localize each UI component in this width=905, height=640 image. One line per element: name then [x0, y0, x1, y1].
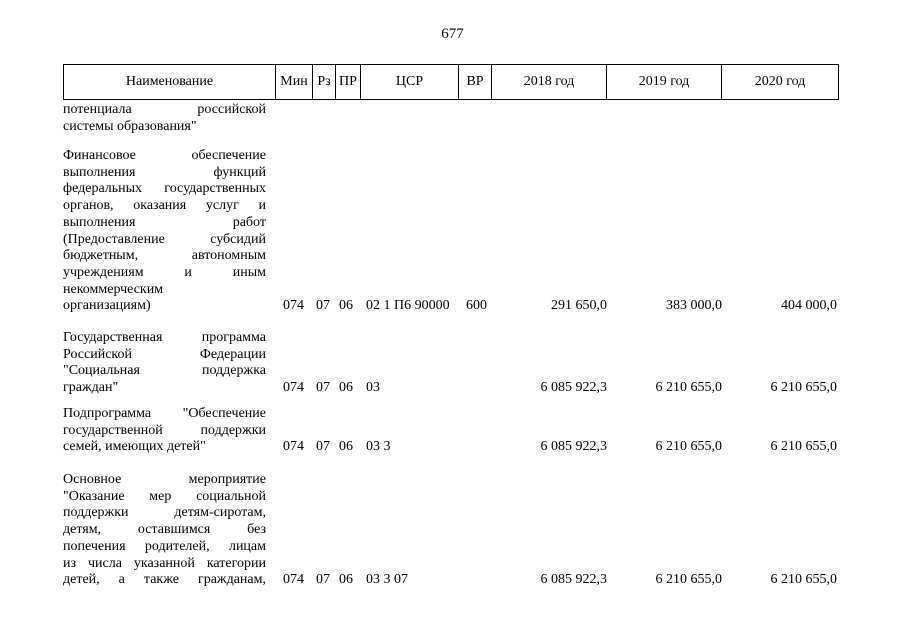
cell-pr: 06: [339, 380, 353, 396]
header-pr: ПР: [336, 65, 361, 99]
row-name-line: Финансовое обеспечение: [63, 148, 266, 163]
row-name-line: "Оказание мер социальной: [63, 488, 266, 504]
cell-y2018: 291 650,0: [551, 298, 607, 314]
cell-y2018: 6 085 922,3: [540, 572, 607, 588]
row-name-line: Государственная программа: [63, 330, 266, 345]
row-name-line: (Предоставление субсидий: [63, 231, 266, 247]
cell-rz: 07: [316, 298, 330, 314]
row-name-line: бюджетным, автономным: [63, 248, 266, 264]
cell-y2020: 6 210 655,0: [770, 572, 837, 588]
row-name-line: "Социальная поддержка: [63, 363, 266, 379]
table-header: [63, 64, 839, 100]
row-name: [63, 102, 266, 135]
cell-vr: 600: [466, 298, 487, 314]
row-name-line: учреждениям и иным: [63, 264, 266, 280]
cell-csr: 03: [366, 380, 380, 396]
cell-min: 074: [283, 439, 304, 455]
cell-y2018: 6 085 922,3: [540, 380, 607, 396]
cell-csr: 03 3 07: [366, 572, 408, 588]
cell-y2019: 383 000,0: [666, 298, 722, 314]
page-number: 677: [441, 26, 464, 42]
cell-pr: 06: [339, 572, 353, 588]
cell-y2019: 6 210 655,0: [655, 439, 722, 455]
row-name-line: граждан": [63, 380, 119, 396]
cell-csr: 03 3: [366, 439, 391, 455]
header-2019: 2019 год: [607, 65, 722, 99]
header-name: Наименование: [64, 65, 276, 99]
row-name: [63, 472, 266, 589]
cell-y2019: 6 210 655,0: [655, 380, 722, 396]
row-name-line: из числа указанной категории: [63, 555, 266, 571]
row-name-line: выполнения функций: [63, 164, 266, 180]
row-name-line: семей, имеющих детей": [63, 439, 206, 455]
cell-min: 074: [283, 572, 304, 588]
row-name-line: детям, оставшимся без: [63, 522, 266, 538]
row-name: [63, 406, 266, 456]
header-csr: ЦСР: [361, 65, 459, 99]
row-name-line: федеральных государственных: [63, 181, 266, 197]
cell-y2020: 6 210 655,0: [770, 439, 837, 455]
cell-min: 074: [283, 380, 304, 396]
row-name-line: детей, а также гражданам,: [63, 572, 266, 588]
cell-rz: 07: [316, 572, 330, 588]
header-2020: 2020 год: [754, 74, 806, 89]
row-name-line: Подпрограмма "Обеспечение: [63, 406, 266, 421]
row-name-line: организациям): [63, 298, 151, 314]
row-name-line: Основное мероприятие: [63, 472, 266, 487]
row-name: [63, 148, 266, 315]
row-name-line: Российской Федерации: [63, 346, 266, 362]
header-rz: Рз: [313, 65, 336, 99]
cell-y2020: 404 000,0: [781, 298, 837, 314]
row-name-line: системы образования": [63, 118, 197, 134]
row-name: [63, 330, 266, 397]
row-name-line: некоммерческим: [63, 281, 164, 297]
cell-csr: 02 1 П6 90000: [366, 298, 450, 314]
cell-pr: 06: [339, 439, 353, 455]
cell-y2018: 6 085 922,3: [540, 439, 607, 455]
cell-rz: 07: [316, 439, 330, 455]
row-name-line: органов, оказания услуг и: [63, 198, 266, 214]
cell-y2019: 6 210 655,0: [655, 572, 722, 588]
header-2018: 2018 год: [492, 65, 607, 99]
row-name-line: потенциала российской: [63, 102, 266, 117]
cell-rz: 07: [316, 380, 330, 396]
row-name-line: поддержки детям-сиротам,: [63, 505, 266, 521]
row-name-line: выполнения работ: [63, 214, 266, 230]
header-min: Мин: [276, 65, 313, 99]
cell-y2020: 6 210 655,0: [770, 380, 837, 396]
cell-min: 074: [283, 298, 304, 314]
header-vr: ВР: [459, 65, 492, 99]
row-name-line: попечения родителей, лицам: [63, 538, 266, 554]
row-name-line: государственной поддержки: [63, 422, 266, 438]
cell-pr: 06: [339, 298, 353, 314]
